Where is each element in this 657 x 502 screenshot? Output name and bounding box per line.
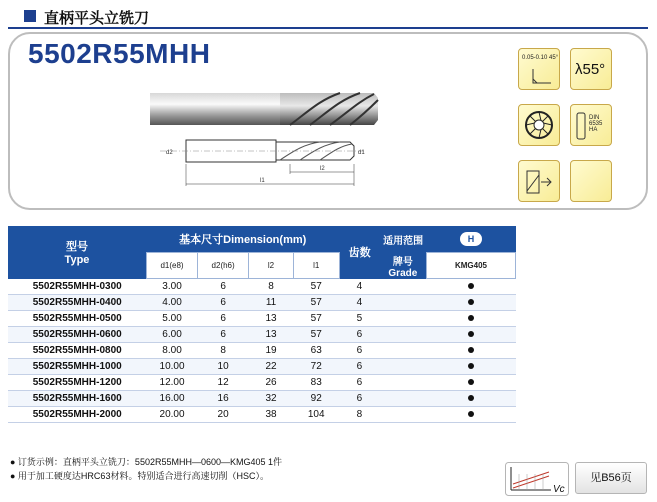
col-grade-header: 牌号Grade [380, 253, 427, 279]
direction-arrow-icon [523, 167, 557, 197]
table-row: 5502R55MHH-0600 6.00 6 13 57 6 [8, 327, 516, 343]
svg-text:d2: d2 [166, 150, 173, 156]
table-row: 5502R55MHH-0500 5.00 6 13 57 5 [8, 311, 516, 327]
order-example: ● 订货示例：直柄平头立铣刀：5502R55MHH—0600—KMG405 1件 [10, 457, 283, 467]
recommended-dot-icon [468, 347, 474, 353]
table-row: 5502R55MHH-1000 10.00 10 22 72 6 [8, 359, 516, 375]
recommended-dot-icon [468, 299, 474, 305]
end-mill-photo [150, 90, 380, 128]
table-row: 5502R55MHH-0300 3.00 6 8 57 4 [8, 279, 516, 295]
chamfer-profile-icon [529, 67, 553, 87]
section-title: 直柄平头立铣刀 [44, 10, 150, 27]
header-square-icon [24, 10, 36, 22]
svg-text:d1: d1 [358, 150, 365, 156]
recommended-dot-icon [468, 411, 474, 417]
see-page-reference[interactable]: 见B56页 [575, 462, 647, 494]
product-card [8, 32, 648, 210]
blank-icon [570, 160, 612, 202]
header-underline [8, 27, 648, 29]
dimension-drawing [160, 136, 370, 196]
shank-icon [575, 111, 587, 141]
col-d2: d2(h6) [198, 253, 249, 279]
recommended-dot-icon [468, 331, 474, 337]
col-type-header: 型号 Type [8, 226, 146, 279]
graph-label: Vc [553, 484, 565, 495]
recommended-dot-icon [468, 315, 474, 321]
notes [10, 455, 282, 483]
col-grade-value: KMG405 [426, 253, 515, 279]
apply-badge-cell [426, 226, 515, 253]
cutting-speed-graph-icon [505, 462, 569, 496]
section-header [8, 6, 648, 28]
table-row: 5502R55MHH-0400 4.00 6 11 57 4 [8, 295, 516, 311]
hardened-steel-badge: H [460, 232, 482, 246]
spec-table [8, 226, 516, 423]
recommended-dot-icon [468, 395, 474, 401]
recommended-dot-icon [468, 363, 474, 369]
cutting-direction-icon [518, 160, 560, 202]
cross-section-icon [522, 108, 556, 142]
usage-note: ● 用于加工硬度达HRC63材料。特别适合进行高速切削（HSC）。 [10, 471, 269, 481]
helix-angle-icon: λ55° [570, 48, 612, 90]
flute-count-icon [518, 104, 560, 146]
recommended-dot-icon [468, 283, 474, 289]
table-row: 5502R55MHH-1600 16.00 16 32 92 6 [8, 391, 516, 407]
chamfer-icon: 0.05-0.10 45° [518, 48, 560, 90]
svg-text:l1: l1 [260, 178, 265, 184]
table-row: 5502R55MHH-0800 8.00 8 19 63 6 [8, 343, 516, 359]
product-model: 5502R55MHH [28, 38, 211, 69]
col-l2: l2 [249, 253, 294, 279]
table-row: 5502R55MHH-1200 12.00 12 26 83 6 [8, 375, 516, 391]
col-teeth-header: 齿数 [339, 226, 380, 279]
col-apply-header: 适用范围 [380, 226, 427, 253]
table-row: 5502R55MHH-2000 20.00 20 38 104 8 [8, 407, 516, 423]
svg-text:l2: l2 [320, 166, 325, 172]
col-l1: l1 [293, 253, 339, 279]
col-d1: d1(e8) [146, 253, 197, 279]
col-dimension-header: 基本尺寸Dimension(mm) [146, 226, 339, 253]
din-standard-icon: DIN 6535 HA [570, 104, 612, 146]
recommended-dot-icon [468, 379, 474, 385]
